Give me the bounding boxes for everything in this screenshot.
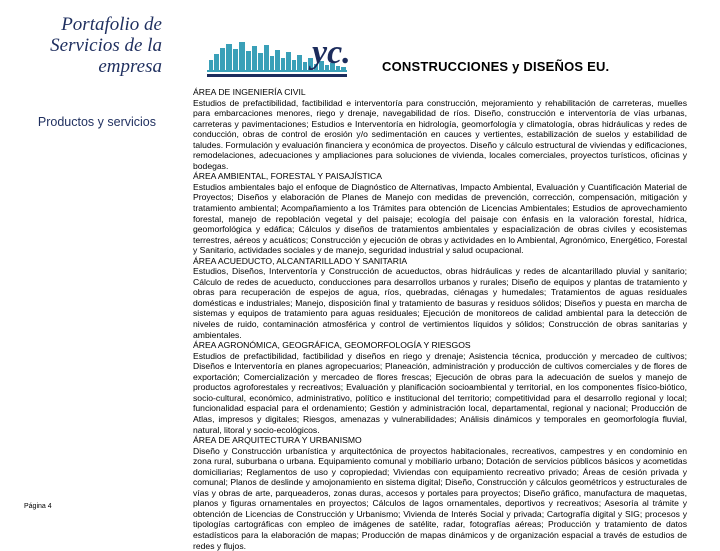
section-body: Diseño y Construcción urbanística y arquitectónica de proyectos habitacionales, recreativos, campestres y en condominio en zona rural, suburbana o urbana. Equipamiento comunal y mobiliario urbano; Dotación de servicios públicos básicos y acometidas domiciliarias; Reglamentos de uso y copropiedad; Viviendas con equipamiento recreativo privado; Áreas de cesión privada y comunal; Planos de deslinde y amojonamiento en sistema digital; Diseño, Construcción y cálculos geométricos y estructurales de vías y obras de arte, parqueaderos, zonas duras, accesos y portales para proyectos; Diseño gráfico, manufactura de maquetas, planos y figuras ornamentales en proyectos; Cálculos de lagos ornamentales, deportivos y recreativos; Asesoría al trámite y obtención de Licencias de Construcción y Urbanismo; Vivienda de Interés Social y privada; Cartografía digital y SIG; procesos y tipologías cartográficas con empleo de imágenes de satélite, radar, fotografías aéreas; Producción y tratamiento de datos estadísticos para la elaboración de mapas; Producción de mapas dinámicos y de organización espacial a través de estudios de redes y flujos.	[193, 445, 687, 551]
section-body: Estudios de prefactibilidad, factibilidad y diseños en riego y drenaje; Asistencia técnica, producción y mercadeo de cultivos; Diseños e Interventoría en planes agropecuarios; Planeación, administración y producción de cultivos comerciales y de flores de exportación; Comercialización y mercadeo de flores frescas; Ejecución de obras para la adecuación de suelos y manejo de productos agroforestales y recreativos; Evaluación y planificación socioambiental y territorial, en los componentes físico-biótico, socio-cultural, económico, administrativo, político e institucional del territorio; competitividad para el desarrollo regional y local; funcionalidad espacial para el ordenamiento; Gestión y administración local, departamental, regional y nacional; Producción de Atlas, impresos y digitales; Riesgos, amenazas y vulnerabilidades; Análisis dinámicos y temporales en geomorfología fluvial, natural, litoral y socio-ecológicos.	[193, 350, 687, 435]
section-civil	[193, 87, 687, 171]
section-heading: ÁREA ACUEDUCTO, ALCANTARILLADO Y SANITARIA	[193, 255, 408, 266]
section-agronomica	[193, 340, 687, 435]
section-body: Estudios de prefactibilidad, factibilidad e interventoría para construcción, mejoramiento y rehabilitación de carreteras, muelles para embarcaciones menores, riego y drenaje, navegabilidad de ríos. Diseño, construcción e interventoría de vías urbanas, carreteras y pavimentaciones; Estudios e Interventoría en hidrología, geomorfología y climatología, obras hidráulicas y redes de conducción, obras de control de erosión y/o sedimentación en cauces y vertientes, estabilización de suelos y estabilidad de taludes. Formulación y evaluación financiera y económica de proyectos. Diseño y cálculo estructural de viviendas y edificaciones, remodelaciones, adecuaciones y ampliaciones para soluciones de vivienda, locales comerciales, proyectos turísticos, oficinas y bodegas.	[193, 97, 687, 171]
section-acueducto	[193, 256, 687, 340]
section-heading: ÁREA AGRONÓMICA, GEOGRÁFICA, GEOMORFOLOGÍA Y RIESGOS	[193, 340, 471, 351]
section-arquitectura	[193, 435, 687, 551]
logo-text: yc.	[312, 34, 351, 71]
section-heading: ÁREA AMBIENTAL, FORESTAL Y PAISAJÍSTICA	[193, 171, 382, 182]
section-heading: ÁREA DE INGENIERÍA CIVIL	[193, 87, 306, 97]
section-ambiental	[193, 171, 687, 255]
section-heading: ÁREA DE ARQUITECTURA Y URBANISMO	[193, 435, 362, 446]
section-body: Estudios ambientales bajo el enfoque de Diagnóstico de Alternativas, Impacto Ambiental, Evaluación y Cuantificación Material de Proyectos; Diseños y elaboración de Planes de Manejo con medidas de prevención, corrección, compensación, mitigación y tratamiento ambiental; Acompañamiento a los Trámites para obtención de Licencias Ambientales; Estudios de aprovechamiento forestal, manejo de repoblación vegetal y del paisaje; ecología del paisaje con énfasis en la valoración forestal, hídrica, geomorfológica y edáfica; Cálculos y diseños de tratamientos ambientales y espacialización de obras civiles y ecosistemas terrestres, aéreos y acuáticos; Construcción y ejecución de obras y actividades en lo Ambiental, Agronómico, Energético, Forestal y Sanitario, actividades sociales y de manejo, seguridad industrial y salud ocupacional.	[193, 181, 687, 256]
company-name: CONSTRUCCIONES y DISEÑOS EU.	[382, 59, 610, 74]
services-content	[193, 87, 687, 551]
page-title: Portafolio de Servicios de la empresa	[50, 14, 162, 77]
page-number: Página 4	[24, 503, 52, 510]
section-label: Productos y servicios	[37, 115, 156, 129]
section-body: Estudios, Diseños, Interventoría y Construcción de acueductos, obras hidráulicas y redes de alcantarillado pluvial y sanitario; Cálculo de redes de acueducto, conducciones para desarrollos urbanos y rurales; Diseño de equipos y plantas de tratamiento y obras para recuperación de espejos de agua, ríos, quebradas, ciénagas y humedales; Tratamientos de aguas residuales domésticas e industriales; Manejo, disposición final y tratamiento de basuras y residuos sólidos; Diseños y puesta en marcha de sistemas y equipos de tratamiento para aguas residuales; Ejecución de monitoreos de calidad ambiental para la detección de niveles de ruido, contaminación atmosférica y control de vertimientos líquidos y sólidos; Construcción de obras sanitarias y ambientales.	[193, 266, 687, 340]
